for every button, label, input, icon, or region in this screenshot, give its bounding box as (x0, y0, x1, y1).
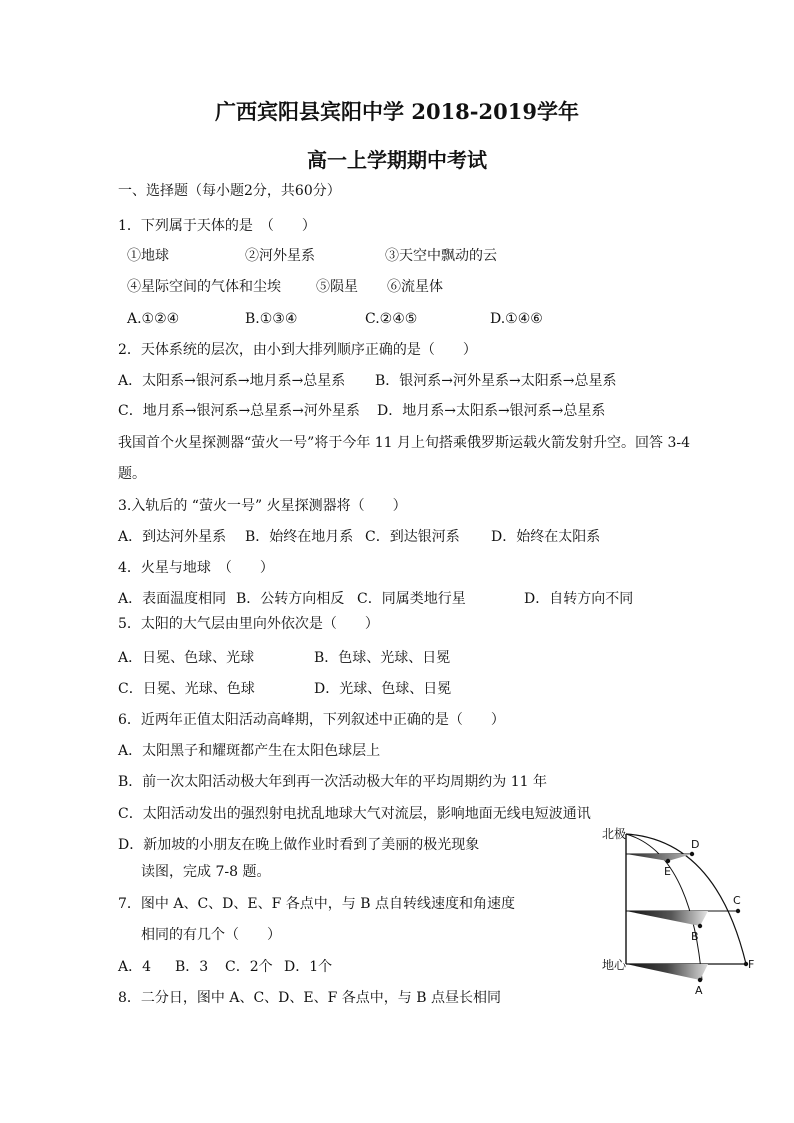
section-heading: 一、选择题（每小题2分，共60分） (118, 183, 341, 199)
q5-option-d: D．光球、色球、日冕 (314, 681, 452, 697)
q4-option-c: C．同属类地行星 (357, 591, 466, 607)
shaded-sector-a (626, 964, 708, 980)
question-2-stem: 2．天体系统的层次，由小到大排列顺序正确的是（ ） (118, 342, 477, 358)
q3-option-b: B．始终在地月系 (245, 529, 354, 545)
q6-option-c: C．太阳活动发出的强烈射电扰乱地球大气对流层，影响地面无线电短波通讯 (118, 806, 591, 822)
label-f: F (748, 958, 755, 971)
q4-option-a: A．表面温度相同 (118, 591, 227, 607)
earth-quarter-diagram (596, 818, 766, 998)
q4-option-b: B．公转方向相反 (236, 591, 345, 607)
q1-item-3: ③天空中飘动的云 (385, 248, 497, 264)
q1-option-d: D.①④⑥ (490, 311, 543, 327)
q3-option-c: C．到达银河系 (365, 529, 460, 545)
question-8-stem: 8．二分日，图中 A、C、D、E、F 各点中，与 B 点昼长相同 (118, 990, 501, 1006)
passage-3-4-line1: 我国首个火星探测器“萤火一号”将于今年 11 月上旬搭乘俄罗斯运载火箭发射升空。回答 3-4 (118, 435, 691, 451)
q5-option-c: C．日冕、光球、色球 (118, 681, 255, 697)
question-5-stem: 5．太阳的大气层由里向外依次是（ ） (118, 616, 379, 632)
point-b (698, 924, 702, 928)
label-e: E (664, 865, 671, 878)
label-a: A (695, 984, 703, 997)
question-6-stem: 6．近两年正值太阳活动高峰期，下列叙述中正确的是（ ） (118, 712, 505, 728)
q1-item-5: ⑤陨星 (316, 279, 358, 295)
label-d: D (691, 838, 700, 851)
q4-option-d: D．自转方向不同 (524, 591, 634, 607)
question-7-stem-line1: 7．图中 A、C、D、E、F 各点中，与 B 点自转线速度和角速度 (118, 896, 515, 912)
q7-option-c: C．2个 (225, 959, 273, 975)
q1-item-4: ④星际空间的气体和尘埃 (127, 279, 281, 295)
q1-option-b: B.①③④ (245, 311, 298, 327)
shaded-sector-b (626, 911, 708, 926)
north-pole-label: 北极 (602, 827, 627, 841)
passage-3-4-line2: 题。 (118, 466, 146, 482)
q1-item-6: ⑥流星体 (387, 279, 443, 295)
q2-option-b: B．银河系→河外星系→太阳系→总星系 (375, 373, 617, 389)
q5-option-a: A．日冕、色球、光球 (118, 650, 255, 666)
q6-option-b: B．前一次太阳活动极大年到再一次活动极大年的平均周期约为 11 年 (118, 774, 548, 790)
label-c: C (733, 894, 741, 907)
q2-option-d: D．地月系→太阳系→银河系→总星系 (377, 403, 606, 419)
q7-option-b: B．3 (175, 959, 209, 975)
q7-option-a: A．4 (118, 959, 152, 975)
question-1-stem: 1．下列属于天体的是 （ ） (118, 218, 316, 234)
question-7-stem-line2: 相同的有几个（ ） (141, 927, 281, 943)
q1-item-2: ②河外星系 (245, 248, 315, 264)
point-c (736, 909, 740, 913)
earth-center-label: 地心 (602, 958, 627, 972)
point-d (690, 852, 694, 856)
q1-option-c: C.②④⑤ (365, 311, 418, 327)
q2-option-c: C．地月系→银河系→总星系→河外星系 (118, 403, 360, 419)
point-e (666, 859, 670, 863)
point-a (698, 978, 702, 982)
q7-option-d: D．1个 (284, 959, 333, 975)
q5-option-b: B．色球、光球、日冕 (314, 650, 451, 666)
question-3-stem: 3.入轨后的 “萤火一号” 火星探测器将（ ） (118, 498, 407, 514)
passage-7-8: 读图，完成 7-8 题。 (141, 864, 271, 880)
q1-option-a: A.①②④ (127, 311, 180, 327)
exam-title-line1: 广西宾阳县宾阳中学 2018-2019学年 (215, 99, 579, 124)
question-4-stem: 4．火星与地球 （ ） (118, 560, 274, 576)
q6-option-a: A．太阳黑子和耀斑都产生在太阳色球层上 (118, 743, 381, 759)
q2-option-a: A．太阳系→银河系→地月系→总星系 (118, 373, 346, 389)
q1-item-1: ①地球 (127, 248, 169, 264)
q3-option-d: D．始终在太阳系 (491, 529, 601, 545)
shaded-sector-e (626, 854, 692, 861)
q3-option-a: A．到达河外星系 (118, 529, 227, 545)
q6-option-d: D．新加坡的小朋友在晚上做作业时看到了美丽的极光现象 (118, 837, 480, 853)
label-b: B (691, 930, 699, 943)
exam-title-line2: 高一上学期期中考试 (307, 148, 487, 172)
